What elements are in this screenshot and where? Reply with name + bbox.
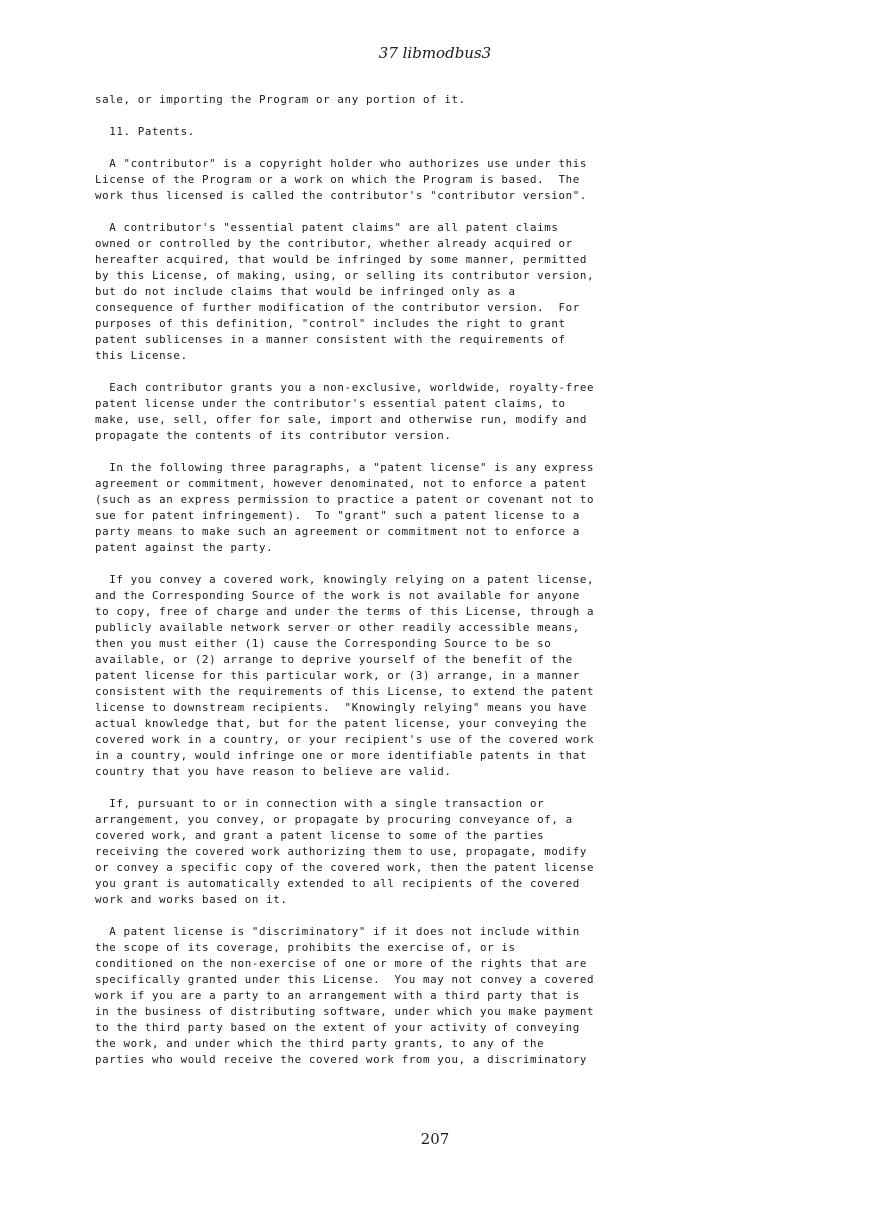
text-line: the scope of its coverage, prohibits the exercise of, or is [95,941,516,954]
text-line: make, use, sell, offer for sale, import and otherwise run, modify and [95,413,587,426]
text-line: work if you are a party to an arrangement with a third party that is [95,989,580,1002]
text-line: covered work, and grant a patent license to some of the parties [95,829,545,842]
text-line: In the following three paragraphs, a "patent license" is any express [95,461,595,474]
text-line: purposes of this definition, "control" includes the right to grant [95,317,566,330]
text-line: work and works based on it. [95,893,288,906]
text-line: patent license under the contributor's essential patent claims, to [95,397,566,410]
text-line: license to downstream recipients. "Knowingly relying" means you have [95,701,587,714]
text-line: work thus licensed is called the contributor's "contributor version". [95,189,587,202]
text-line: covered work in a country, or your recipient's use of the covered work [95,733,595,746]
text-line: (such as an express permission to practice a patent or covenant not to [95,493,595,506]
running-title: 37 libmodbus3 [378,44,492,62]
text-line: propagate the contents of its contributor version. [95,429,452,442]
text-line: in a country, would infringe one or more identifiable patents in that [95,749,587,762]
text-line: in the business of distributing software, under which you make payment [95,1005,595,1018]
text-line: consequence of further modification of the contributor version. For [95,301,580,314]
text-line: patent sublicenses in a manner consistent with the requirements of [95,333,566,346]
license-text-body [95,92,795,1068]
text-line: then you must either (1) cause the Corresponding Source to be so [95,637,552,650]
text-line: and the Corresponding Source of the work is not available for anyone [95,589,580,602]
text-line: by this License, of making, using, or selling its contributor version, [95,269,595,282]
text-line [95,204,795,220]
text-line: you grant is automatically extended to all recipients of the covered [95,877,580,890]
text-line: party means to make such an agreement or commitment not to enforce a [95,525,580,538]
text-line: If, pursuant to or in connection with a single transaction or [95,797,545,810]
text-line: actual knowledge that, but for the patent license, your conveying the [95,717,587,730]
text-line [95,108,795,124]
text-line: but do not include claims that would be infringed only as a [95,285,516,298]
text-line: this License. [95,349,188,362]
text-line: available, or (2) arrange to deprive yourself of the benefit of the [95,653,573,666]
text-line: If you convey a covered work, knowingly relying on a patent license, [95,573,595,586]
text-line: A "contributor" is a copyright holder who authorizes use under this [95,157,587,170]
text-line: publicly available network server or other readily accessible means, [95,621,580,634]
text-line: specifically granted under this License. You may not convey a covered [95,973,595,986]
text-line: arrangement, you convey, or propagate by procuring conveyance of, a [95,813,573,826]
page-number: 207 [420,1130,450,1148]
text-line [95,556,795,572]
text-line: License of the Program or a work on which the Program is based. The [95,173,580,186]
text-line [95,780,795,796]
text-line: agreement or commitment, however denominated, not to enforce a patent [95,477,587,490]
text-line [95,908,795,924]
text-line: 11. Patents. [95,125,195,138]
text-line: or convey a specific copy of the covered work, then the patent license [95,861,595,874]
text-line: consistent with the requirements of this License, to extend the patent [95,685,595,698]
text-line: to copy, free of charge and under the terms of this License, through a [95,605,595,618]
page-header [0,43,870,63]
text-line: patent license for this particular work, or (3) arrange, in a manner [95,669,580,682]
text-line: parties who would receive the covered work from you, a discriminatory [95,1053,587,1066]
text-line: Each contributor grants you a non-exclusive, worldwide, royalty-free [95,381,595,394]
text-line [95,364,795,380]
text-line: conditioned on the non-exercise of one or more of the rights that are [95,957,587,970]
text-line: owned or controlled by the contributor, whether already acquired or [95,237,573,250]
text-line [95,140,795,156]
text-line: patent against the party. [95,541,274,554]
page-footer [0,1129,870,1149]
text-line [95,444,795,460]
text-line: the work, and under which the third party grants, to any of the [95,1037,545,1050]
text-line: A patent license is "discriminatory" if it does not include within [95,925,580,938]
text-line: sue for patent infringement). To "grant" such a patent license to a [95,509,580,522]
text-line: to the third party based on the extent of your activity of conveying [95,1021,580,1034]
text-line: A contributor's "essential patent claims" are all patent claims [95,221,559,234]
text-line: receiving the covered work authorizing them to use, propagate, modify [95,845,587,858]
text-line: sale, or importing the Program or any portion of it. [95,93,466,106]
text-line: hereafter acquired, that would be infringed by some manner, permitted [95,253,587,266]
text-line: country that you have reason to believe are valid. [95,765,452,778]
